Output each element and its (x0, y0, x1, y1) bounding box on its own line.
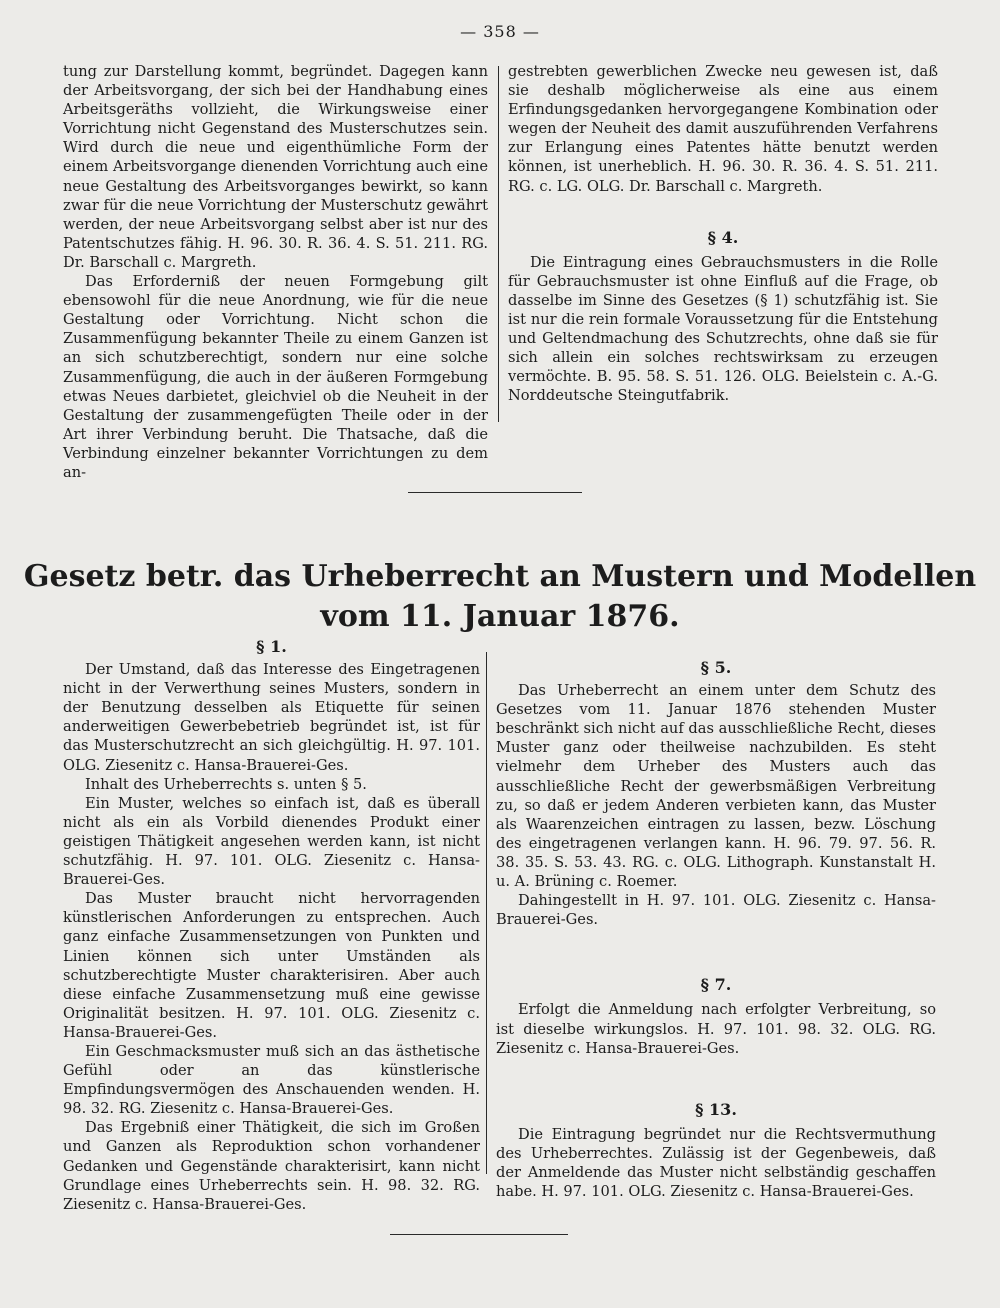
paragraph: Das Urheberrecht an einem unter dem Schutz des Gesetzes vom 11. Januar 1876 stehenden Muster beschränkt sich nicht auf das ausschließliche Recht, dieses Muster ganz oder theilweise nachzubilden. Es steht vielmehr dem Urheber des Musters auch das ausschließliche Recht der gewerbsmäßigen Verbreitung zu, so daß er jedem Anderen verbieten kann, das Muster als Waarenzeichen eintragen zu lassen, bezw. Löschung des eingetragenen verlangen kann. H. 96. 79. 97. 56. R. 38. 35. S. 53. 43. RG. c. OLG. Lithograph. Kunstanstalt H. u. A. Brüning c. Roemer. (496, 682, 936, 891)
paragraph: gestrebten gewerblichen Zwecke neu gewesen ist, daß sie deshalb möglicherweise als eine aus einem Erfindungsgedanken hervorgegangene Kombination oder wegen der Neuheit des damit auszuführenden Verfahrens zur Erlangung eines Patentes hätte benutzt werden können, ist unerheblich. H. 96. 30. R. 36. 4. S. 51. 211. RG. c. LG. OLG. Dr. Barschall c. Margreth. (508, 63, 938, 195)
lower-right-column (496, 658, 936, 1201)
paragraph: tung zur Darstellung kommt, begründet. Dagegen kann der Arbeitsvorgang, der sich bei der Handhabung eines Arbeitsgeräths vollzieht, die Wirkungsweise einer Vorrichtung nicht Gegenstand des Musterschutzes sein. Wird durch die neue und eigenthümliche Form der einem Arbeitsvorgange dienenden Vorrichtung auch eine neue Gestaltung des Arbeitsvorganges bewirkt, so kann zwar für die neue Vorrichtung der Musterschutz gewährt werden, der neue Arbeitsvorgang selbst aber ist nur des Patentschutzes fähig. H. 96. 30. R. 36. 4. S. 51. 211. RG. Dr. Barschall c. Margreth. (63, 63, 488, 271)
paragraph: Die Eintragung begründet nur die Rechtsvermuthung des Urheberrechtes. Zulässig ist der Gegenbeweis, daß der Anmeldende das Muster nicht selbständig geschaffen habe. H. 97. 101. OLG. Ziesenitz c. Hansa-Brauerei-Ges. (496, 1125, 936, 1201)
paragraph: Ein Muster, welches so einfach ist, daß es überall nicht als ein als Vorbild dienendes Produkt einer geistigen Thätigkeit angesehen werden kann, ist nicht schutzfähig. H. 97. 101. OLG. Ziesenitz c. Hansa-Brauerei-Ges. (63, 794, 480, 889)
section-heading: § 7. (700, 975, 732, 995)
paragraph: Die Eintragung eines Gebrauchsmusters in die Rolle für Gebrauchsmuster ist ohne Einfluß auf die Frage, ob dasselbe im Sinne des Gesetzes (§ 1) schutzfähig ist. Sie ist nur die rein formale Voraussetzung für die Entstehung und Geltendmachung des Schutzrechts, ohne daß sie für sich allein ein solches rechtswirksam zu erzeugen vermöchte. B. 95. 58. S. 51. 126. OLG. Beielstein c. A.-G. Norddeutsche Steingutfabrik. (508, 253, 938, 405)
lower-left-column (63, 637, 480, 1214)
paragraph: Dahingestellt in H. 97. 101. OLG. Ziesenitz c. Hansa-Brauerei-Ges. (496, 892, 936, 929)
paragraph: Das Muster braucht nicht hervorragenden künstlerischen Anforderungen zu entsprechen. Auch ganz einfache Zusammensetzungen von Punkten und Linien können sich unter Umständen als schutzberechtigte Muster charakterisiren. Aber auch diese einfache Zusammensetzung muß eine gewisse Originalität besitzen. H. 97. 101. OLG. Ziesenitz c. Hansa-Brauerei-Ges. (63, 890, 480, 1041)
law-title-line-1: Gesetz betr. das Urheberrecht an Mustern und Modellen (23, 559, 977, 594)
paragraph: Das Erforderniß der neuen Formgebung gilt ebensowohl für die neue Anordnung, wie für die neue Gestaltung oder Vorrichtung. Nicht schon die Zusammenfügung bekannter Theile zu einem Ganzen ist an sich schutzberechtigt, sondern nur eine solche Zusammenfügung, die auch in der äußeren Formgebung etwas Neues darbietet, gleichviel ob die Neuheit in der Gestaltung der zusammengefügten Theile oder in der Art ihrer Verbindung beruht. Die Thatsache, daß die Verbindung einzelner bekannter Vorrichtungen zu dem an- (63, 273, 488, 481)
paragraph: Ein Geschmacksmuster muß sich an das ästhetische Gefühl oder an das künstlerische Empfindungsvermögen des Anschauenden wenden. H. 98. 32. RG. Ziesenitz c. Hansa-Brauerei-Ges. (63, 1042, 480, 1118)
paragraph: Der Umstand, daß das Interesse des Eingetragenen nicht in der Verwerthung seines Musters, sondern in der Benutzung desselben als Etiquette für seinen anderweitigen Gewerbebetrieb begründet ist, ist für das Musterschutzrecht an sich gleichgültig. H. 97. 101. OLG. Ziesenitz c. Hansa-Brauerei-Ges. (63, 661, 480, 774)
section-divider (408, 492, 582, 493)
section-heading: § 1. (256, 637, 287, 656)
end-divider (390, 1234, 568, 1235)
column-divider (498, 66, 499, 422)
section-heading: § 4. (707, 227, 739, 247)
section-heading: § 13. (695, 1099, 737, 1119)
paragraph: Erfolgt die Anmeldung nach erfolgter Verbreitung, so ist dieselbe wirkungslos. H. 97. 101. 98. 32. OLG. RG. Ziesenitz c. Hansa-Brauerei-Ges. (496, 1001, 936, 1057)
page-number: — 358 — (460, 22, 540, 41)
law-title-line-2: vom 11. Januar 1876. (320, 599, 680, 634)
section-heading: § 5. (700, 658, 732, 677)
upper-left-column (63, 62, 488, 482)
paragraph: Das Ergebniß einer Thätigkeit, die sich im Großen und Ganzen als Reproduktion schon vorhandener Gedanken und Gegenstände charakterisirt, kann nicht Grundlage eines Urheberrechts sein. H. 98. 32. RG. Ziesenitz c. Hansa-Brauerei-Ges. (63, 1119, 480, 1213)
paragraph: Inhalt des Urheberrechts s. unten § 5. (85, 775, 367, 793)
upper-right-column (508, 62, 938, 406)
column-divider (486, 652, 487, 1174)
